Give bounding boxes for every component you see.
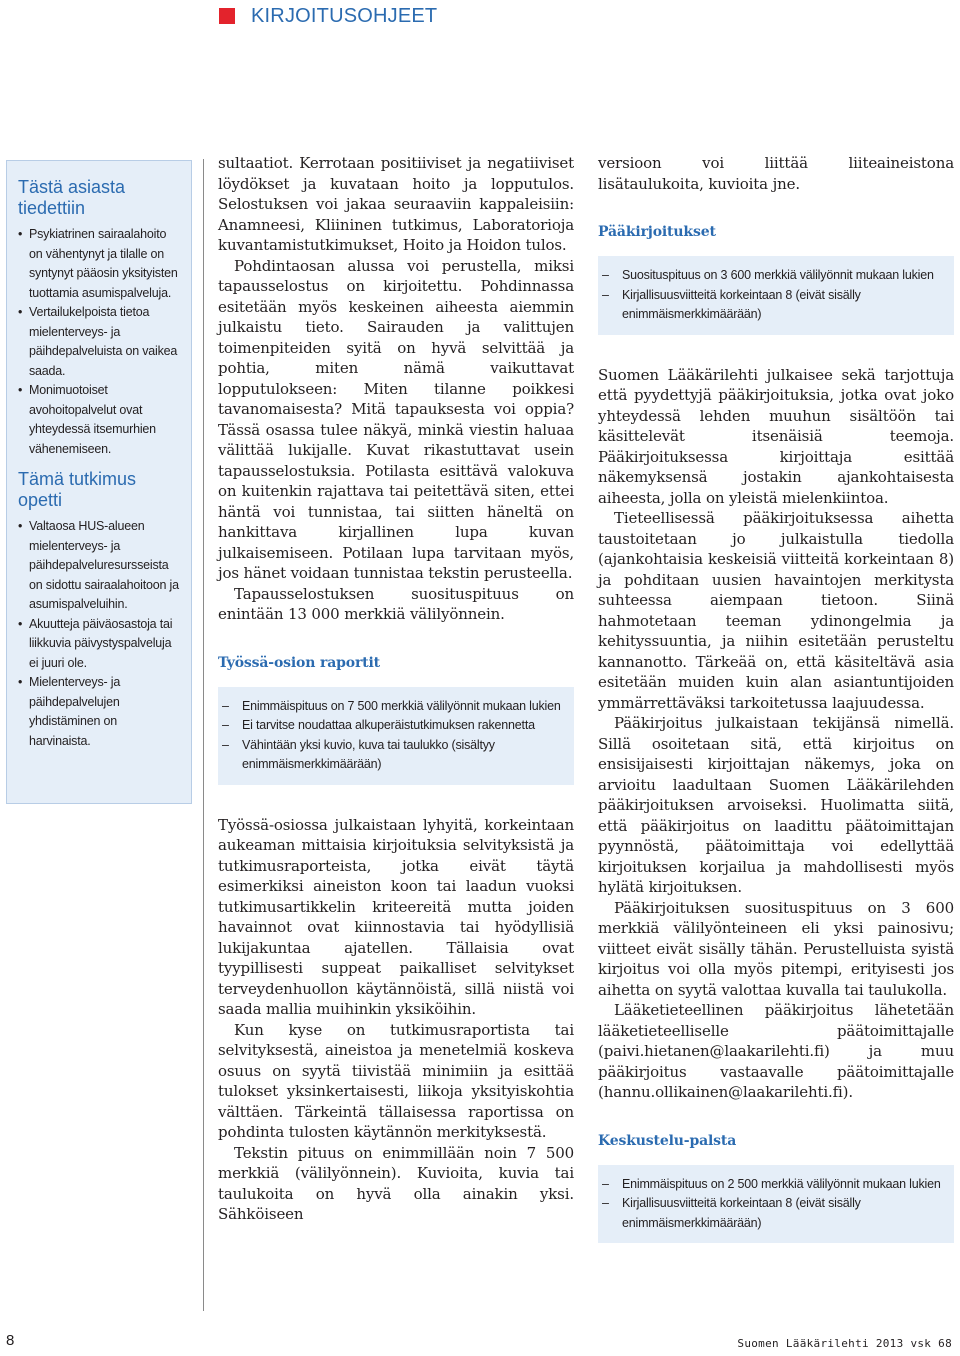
paragraph: Pohdintaosan alussa voi perustella, miksi tapausselostus on kirjoitettu. Pohdinnassa esitetään myös keskeinen aiheesta aiemmin julkaistu tieto. Sairauden ja valittujen toimenpiteiden syitä on hyvä selvittää ja pohtia, miten nämä vaikuttavat lopputulokseen: Miten tilanne poikkesi tavanomaisesta? Mitä tapauksesta voi oppia? Tässä osassa tulee näkyä, minkä viestin haluaa välittää lukijalle. Kuvat rikastuttavat usein tapausselostuksia. Potilasta esittävä valokuva on kuitenkin rajattava tai peitettävä siten, ettei häntä voi tunnistaa, tai siitten häneltä on hankittava kirjallinen lupa kuvan julkaisemiseen. Potilaan lupa tarvitaan myös, jos hänet voidaan tunnistaa tekstin perusteella. — [218, 256, 574, 582]
list-item: – Ei tarvitse noudattaa alkuperäistutkimuksen rakennetta — [222, 716, 566, 736]
info-box-paakirjoitukset — [598, 256, 954, 335]
paragraph: Pääkirjoitus julkaistaan tekijänsä nimellä. Sillä osoitetaan sitä, että kirjoitus on ensisijaisesti kirjoittajan näkemys, joka on arvioitu laadultaan Suomen Lääkärilehden pääkirjoituksen arvoiseksi. Huolimatta siitä, että pääkirjoitus on laadittu päätoimittajan pyynnöstä, päätoimittaja voi edellyttää kirjoituksen korjailua ja mahdollisesti myös hylätä kirjoituksen. — [598, 714, 954, 896]
paragraph: Suomen Lääkärilehti julkaisee sekä tarjottuja että pyydettyjä pääkirjoituksia, jotka ovat joko yhteydessä lehden muuhun sisältöön tai käsittelevät itsenäisiä teemoja. Pääkirjoituksessa kirjoittaja esittää näkemyksensä jostakin ajankohtaisesta aiheesta, jolla on yleistä mielenkiintoa. — [598, 365, 954, 507]
list-item: – Enimmäispituus on 7 500 merkkiä välilyönnit mukaan lukien — [222, 697, 566, 717]
list-item: – Enimmäispituus on 2 500 merkkiä välilyönnit mukaan lukien — [602, 1175, 946, 1195]
paragraph: Kun kyse on tutkimusraportista tai selvityksestä, aineistoa ja menetelmiä koskeva osuus on syytä tiivistää minimiin ja esittää tulokset yksinkertaisesti, liikoja yksityiskohtia välttäen. Tärkeintä tällaisessa raportissa on pohdinta tulosten käytännön merkityksestä. — [218, 1020, 574, 1141]
section-title: KIRJOITUSOHJEET — [251, 4, 438, 27]
list-item: – Vähintään yksi kuvio, kuva tai taulukko (sisältyy enimmäismerkkimäärään) — [222, 736, 566, 775]
section-heading-keskustelu: Keskustelu-palsta — [598, 1132, 737, 1149]
list-item: – Suosituspituus on 3 600 merkkiä välilyönnit mukaan lukien — [602, 266, 946, 286]
list-item: • Akuutteja päiväosastoja tai liikkuvia päivystyspalveluja ei juuri ole. — [18, 615, 181, 674]
info-box-keskustelu — [598, 1165, 954, 1244]
paragraph: Lääketieteellinen pääkirjoitus lähetetään lääketieteelliselle päätoimittajalle (paivi.hietanen@laakarilehti.fi) ja muu pääkirjoitus vastaavalle päätoimittajalle (hannu.ollikainen@laakarilehti.fi). — [598, 1001, 954, 1101]
info-box-tyossa — [218, 687, 574, 785]
publication-footer: Suomen Lääkärilehti 2013 vsk 68 — [737, 1337, 952, 1350]
column-divider — [203, 159, 204, 1311]
text-column-2 — [598, 153, 954, 1243]
sidebar-list-learned — [18, 517, 181, 751]
list-item: – Kirjallisuusviitteitä korkeintaan 8 (eivät sisälly enimmäismerkkimäärään) — [602, 1194, 946, 1233]
paragraph: Tekstin pituus on enimmillään noin 7 500 merkkiä (välilyönnein). Kuvioita, kuvia tai taulukoita on hyvä olla ainakin yksi. Sähköiseen — [218, 1143, 574, 1223]
sidebar-list-known — [18, 225, 181, 459]
paragraph: Pääkirjoituksen suosituspituus on 3 600 merkkiä välilyönteineen eli yksi painosivu; viitteet eivät sisälly tähän. Perustelluista syistä kirjoitus voi olla myös pitempi, erityisesti jos aihetta on syytä valottaa kuvalla tai taulukolla. — [598, 898, 954, 999]
section-heading-tyossa: Työssä-osion raportit — [218, 654, 380, 671]
section-header — [219, 4, 437, 28]
list-item: • Valtaosa HUS-alueen mielenterveys- ja päihdepalveluresursseista on sidottu sairaalahoitoon ja asumispalveluihin. — [18, 517, 181, 615]
section-heading-paakirjoitukset: Pääkirjoitukset — [598, 224, 716, 240]
sidebar-heading-learned: Tämä tutkimus opetti — [18, 469, 137, 510]
page-number: 8 — [6, 1332, 15, 1349]
list-item: • Monimuotoiset avohoitopalvelut ovat yhteydessä itsemurhien vähenemiseen. — [18, 381, 181, 459]
list-item: • Psykiatrinen sairaalahoito on vähentynyt ja tilalle on syntynyt pääosin yksityisten tuottamia asumispalveluja. — [18, 225, 181, 303]
paragraph: sultaatiot. Kerrotaan positiiviset ja negatiiviset löydökset ja kuvataan hoito ja lopputulos. Selostuksen voi jakaa seuraaviin kappaleisiin: Anamneesi, Kliininen tutkimus, Laboratorioja kuvantamistutkimukset, Hoito ja Hoidon tulos. — [218, 154, 574, 254]
list-item: • Mielenterveys- ja päihdepalvelujen yhdistäminen on harvinaista. — [18, 673, 181, 751]
paragraph: Työssä-osiossa julkaistaan lyhyitä, korkeintaan aukeaman mittaisia kirjoituksia selvityksistä ja tutkimusraporteista, jotka eivät täytä esimerkiksi aineiston koon tai laadun vuoksi tutkimusartikkelin kriteereitä mutta joiden havainnot ovat kiinnostavia tai hyödyllisiä lukijakuntaa ajatellen. Tällaisia ovat tyypillisesti suppeat paikalliset selvitykset terveydenhuollon käytännöistä, sillä niistä voi saada mallia muihinkin yksiköihin. — [218, 815, 574, 1018]
list-item: • Vertailukelpoista tietoa mielenterveys- ja päihdepalveluista on vaikea saada. — [18, 303, 181, 381]
sidebar-summary-box — [6, 160, 192, 804]
sidebar-heading-known: Tästä asiasta tiedettiin — [18, 177, 126, 218]
paragraph: Tieteellisessä pääkirjoituksessa aihetta taustoitetaan jo julkaistulla tiedolla (ajankohtaisia keskeisiä viitteitä korkeintaan 8) ja pohditaan uusien havaintojen merkitysta suhteessa aiempaan tietoon. Siinä hahmotetaan teeman ydinongelmia ja kehityssuuntia, ja niihin esitetään perusteltu kannanotto. Tärkeää on, että käsiteltävä asia esitetään muiden kuin alan asiantuntijoiden ymmärrettäväksi tarkoitetussa laajuudessa. — [598, 509, 954, 712]
paragraph: Tapausselostuksen suosituspituus on enintään 13 000 merkkiä välilyönnein. — [218, 584, 574, 623]
red-square-icon — [219, 8, 235, 24]
paragraph: versioon voi liittää liiteaineistona lisätaulukoita, kuvioita jne. — [598, 154, 954, 193]
text-column-1 — [218, 153, 574, 1225]
list-item: – Kirjallisuusviitteitä korkeintaan 8 (eivät sisälly enimmäismerkkimäärään) — [602, 286, 946, 325]
